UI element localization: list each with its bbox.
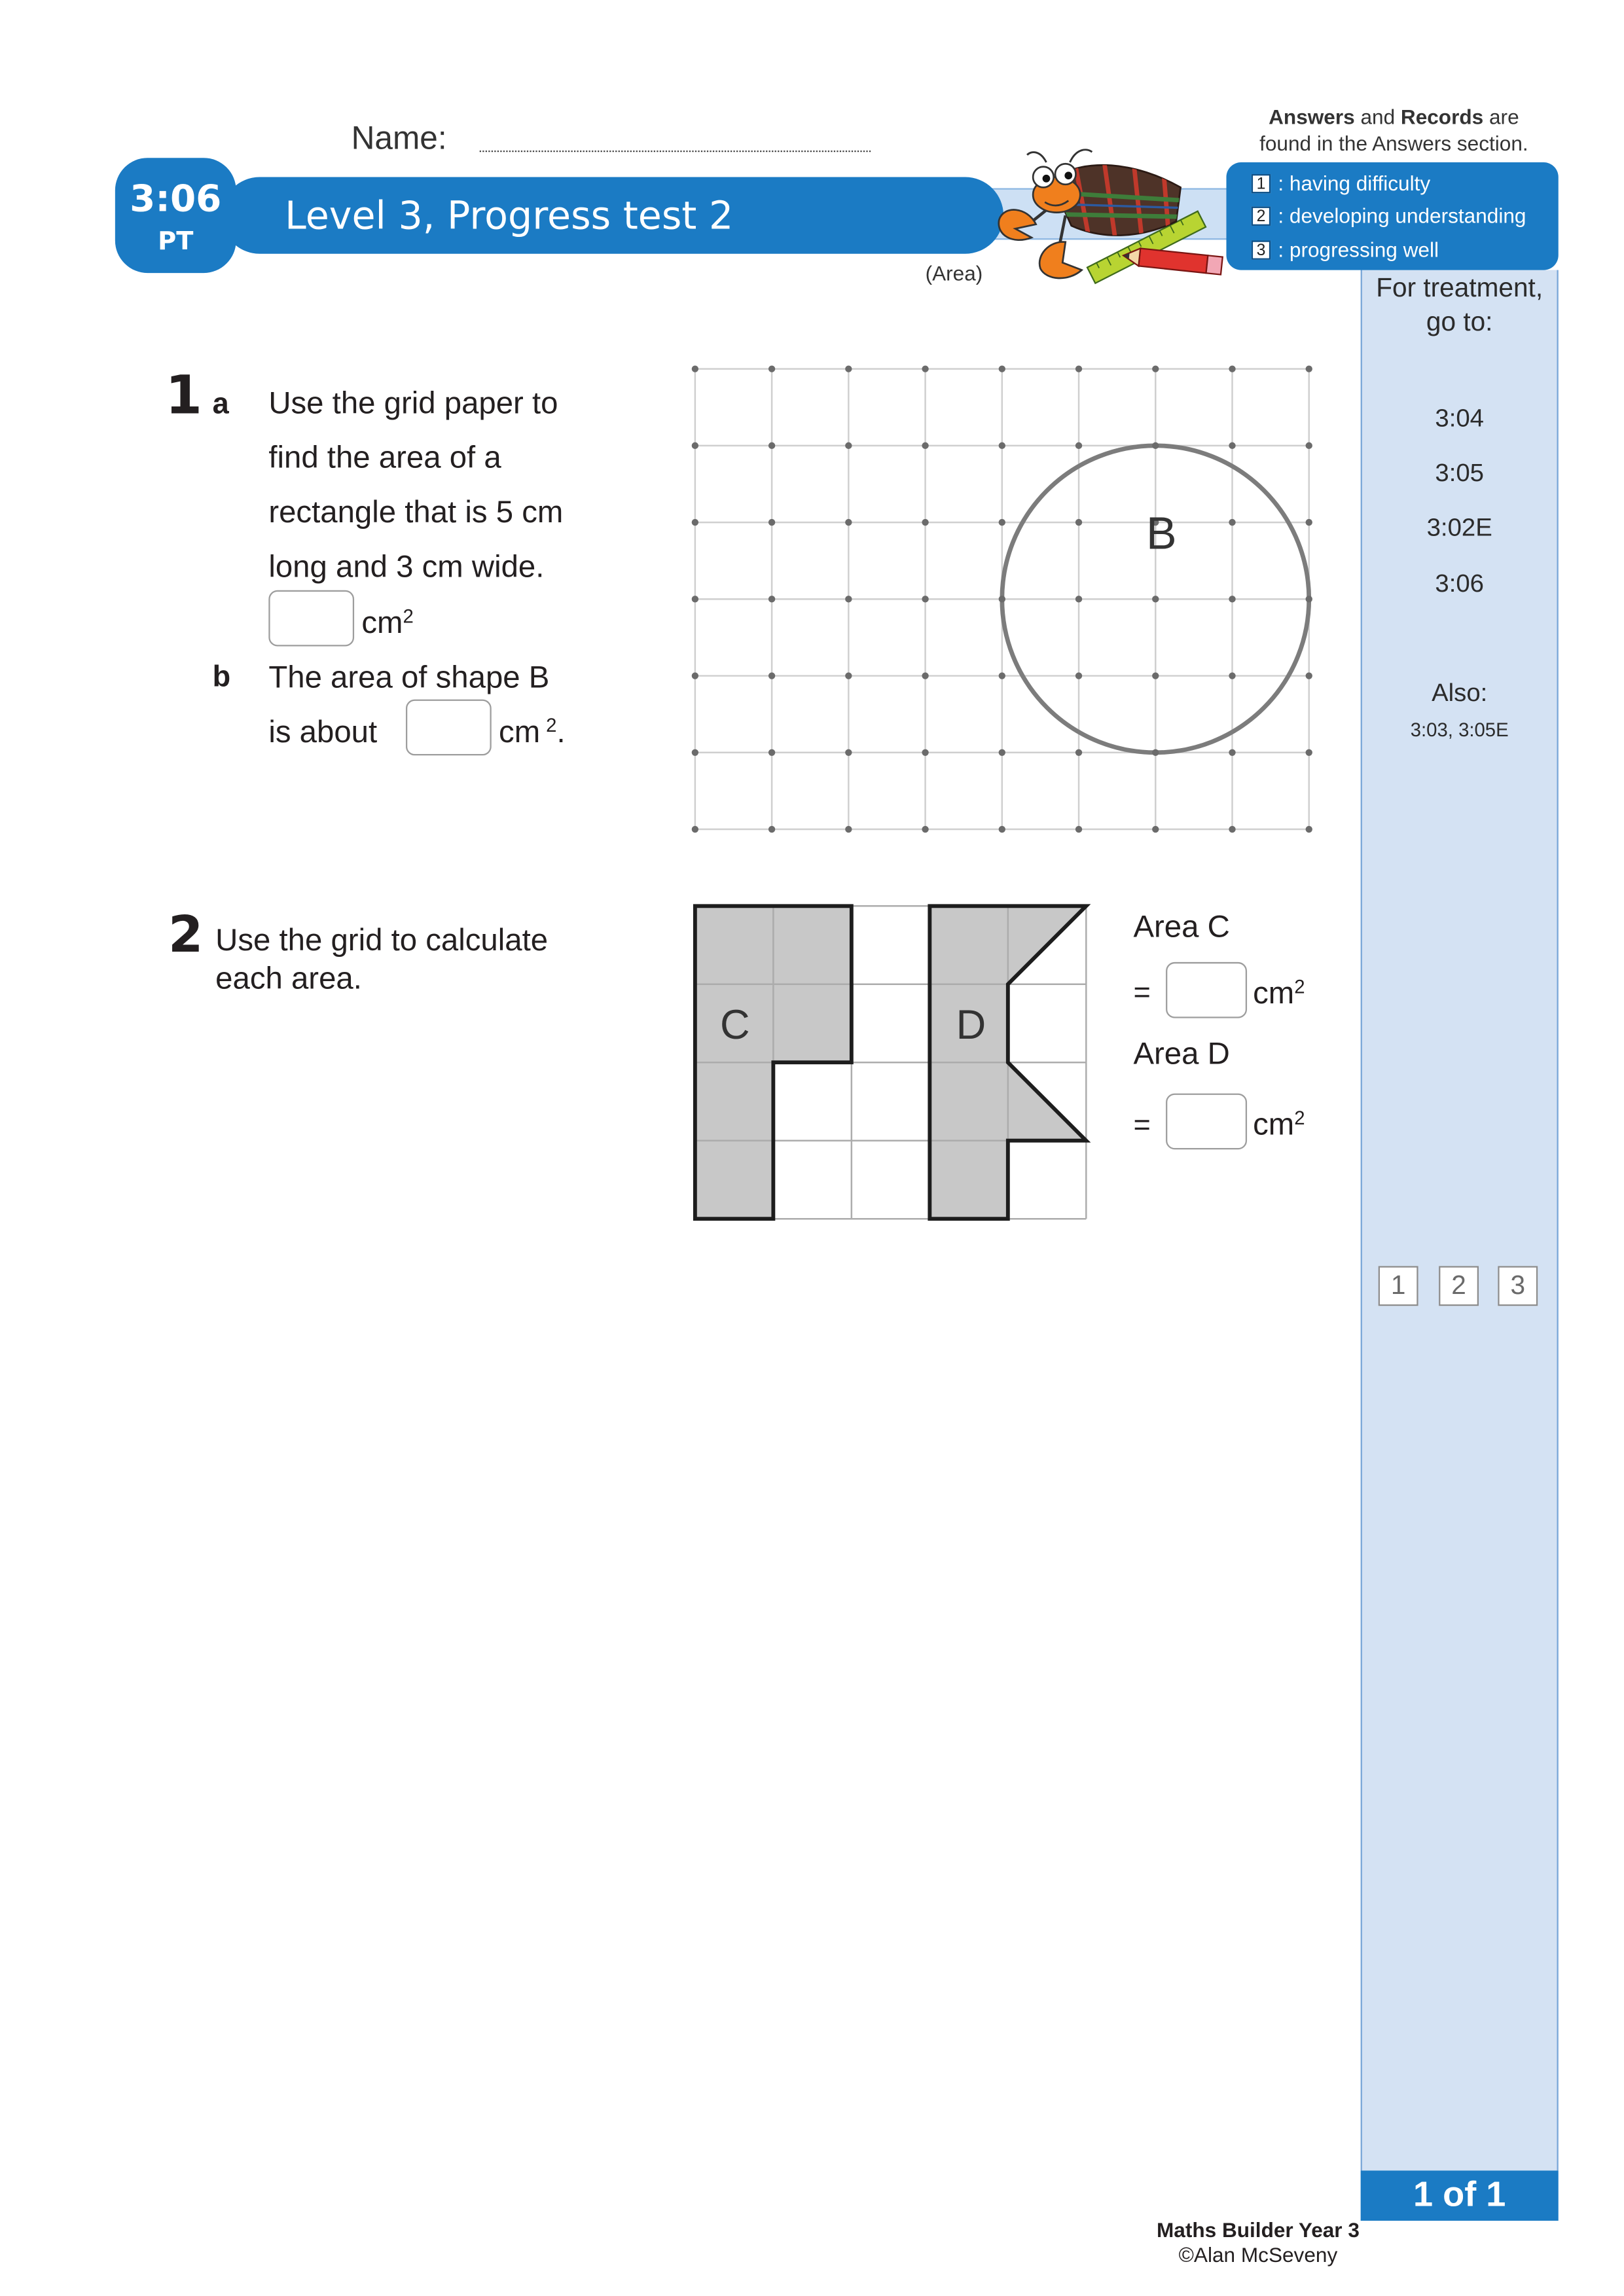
grid-dot — [922, 365, 928, 372]
grid-dot — [1306, 826, 1312, 833]
grid-dot — [999, 519, 1005, 526]
grid-dot — [768, 672, 775, 679]
grid-dot — [1075, 365, 1082, 372]
grid-dot — [768, 749, 775, 756]
score-box-2: 2 — [1439, 1266, 1479, 1306]
area-c-label: Area C — [1133, 910, 1230, 944]
legend-text-1: : having difficulty — [1278, 171, 1431, 195]
name-field[interactable] — [480, 135, 871, 152]
name-label: Name: — [351, 119, 447, 156]
also-refs: 3:03, 3:05E — [1410, 718, 1509, 741]
grid-dot — [692, 826, 698, 833]
grid-dot — [1152, 672, 1159, 679]
area-c-equals: = — [1133, 977, 1151, 1010]
grid-dot — [1229, 365, 1235, 372]
answer-box-q1a[interactable] — [268, 590, 354, 647]
unit-superscript: 2 — [546, 713, 557, 736]
grid-dot — [922, 519, 928, 526]
unit-text: cm — [499, 715, 541, 750]
unit-superscript: 2 — [1294, 1106, 1305, 1129]
treatment-ref: 3:02E — [1426, 513, 1492, 542]
grid-dot — [1075, 519, 1082, 526]
area-d-unit — [1253, 1106, 1305, 1142]
unit-superscript: 2 — [403, 604, 414, 627]
grid-dot — [1229, 672, 1235, 679]
are-word: are — [1483, 105, 1519, 129]
shape-b-label: B — [1146, 507, 1177, 559]
grid-dot — [1306, 442, 1312, 449]
footer-copyright: ©Alan McSeveny — [1178, 2242, 1338, 2267]
grid-dot — [922, 749, 928, 756]
grid-dot — [845, 365, 852, 372]
shape-c-label: C — [719, 1002, 750, 1049]
answers-word: Answers — [1269, 105, 1355, 129]
treatment-ref: 3:06 — [1435, 569, 1485, 598]
grid-dot — [922, 442, 928, 449]
grid-dot — [1075, 672, 1082, 679]
grid-dot — [1306, 596, 1312, 602]
q1a-unit — [361, 604, 414, 641]
claw-lower — [1039, 242, 1081, 278]
grid-dot — [768, 596, 775, 602]
q1a-text-line: Use the grid paper to — [268, 386, 558, 421]
question-2-number: 2 — [168, 906, 204, 965]
grid-dot — [1229, 749, 1235, 756]
grid-dot — [845, 519, 852, 526]
answer-box-area-c[interactable] — [1166, 962, 1247, 1018]
grid-dot — [999, 365, 1005, 372]
topic-label: (Area) — [925, 261, 983, 285]
grid-dot — [845, 442, 852, 449]
unit-suffix: . — [556, 715, 566, 750]
grid-dot — [1306, 519, 1312, 526]
badge-type: PT — [158, 227, 194, 257]
answers-note-line1 — [1225, 106, 1562, 127]
grid-dot — [1152, 442, 1159, 449]
answer-box-area-d[interactable] — [1166, 1094, 1247, 1150]
grid-dot — [692, 365, 698, 372]
grid-dot — [1306, 749, 1312, 756]
page-title: Level 3, Progress test 2 — [285, 194, 734, 240]
q1b-text-line: The area of shape B — [268, 661, 550, 695]
and-word: and — [1354, 105, 1401, 129]
legend-num-3: 3 — [1252, 240, 1271, 259]
question-1-number: 1 — [165, 366, 203, 427]
legend-text-2: : developing understanding — [1278, 204, 1526, 228]
grid-dot — [845, 826, 852, 833]
unit-text: cm — [1253, 1108, 1295, 1142]
grid-dot — [1306, 672, 1312, 679]
grid-dot — [692, 749, 698, 756]
treatment-heading-1: For treatment, — [1376, 273, 1543, 303]
area-d-equals: = — [1133, 1109, 1151, 1142]
grid-dot — [1229, 596, 1235, 602]
grid-dot — [999, 826, 1005, 833]
unit-superscript: 2 — [1294, 975, 1305, 997]
part-b-label: b — [212, 661, 231, 694]
score-box-1: 1 — [1379, 1266, 1418, 1306]
records-word: Records — [1400, 105, 1484, 129]
grid-dot — [999, 672, 1005, 679]
grid-dot — [1229, 442, 1235, 449]
treatment-heading-2: go to: — [1426, 306, 1493, 337]
grid-dot — [1229, 826, 1235, 833]
also-label: Also: — [1432, 679, 1488, 707]
grid-dot — [845, 672, 852, 679]
grid-dot — [922, 596, 928, 602]
grid-dot — [768, 442, 775, 449]
grid-dot — [922, 672, 928, 679]
legend-num-2: 2 — [1252, 207, 1271, 226]
grid-dot — [1152, 749, 1159, 756]
grid-dot — [1075, 442, 1082, 449]
area-c-unit — [1253, 975, 1305, 1011]
grid-dot — [922, 826, 928, 833]
q1a-text-line: find the area of a — [268, 441, 501, 475]
score-box-3: 3 — [1498, 1266, 1538, 1306]
grid-dot — [768, 519, 775, 526]
answer-box-q1b[interactable] — [406, 700, 492, 756]
grid-dot — [692, 442, 698, 449]
grid-dot — [1075, 749, 1082, 756]
grid-dot — [1306, 365, 1312, 372]
unit-text: cm — [361, 606, 403, 641]
answers-note-line2: found in the Answers section. — [1259, 131, 1528, 155]
grid-dot — [999, 596, 1005, 602]
legend-num-1: 1 — [1252, 174, 1271, 193]
grid-dot — [692, 519, 698, 526]
badge-code: 3:06 — [130, 177, 222, 220]
grid-dot — [1152, 596, 1159, 602]
grid-dot — [1075, 596, 1082, 602]
grid-dot — [692, 672, 698, 679]
unit-text: cm — [1253, 977, 1295, 1011]
grid-dot — [845, 749, 852, 756]
q2-text-line: each area. — [215, 961, 362, 996]
legend-text-3: : progressing well — [1278, 237, 1439, 262]
area-d-label: Area D — [1133, 1037, 1230, 1071]
grid-dot — [845, 596, 852, 602]
pencil-icon — [1123, 247, 1223, 275]
page-count: 1 of 1 — [1413, 2175, 1506, 2215]
q1a-text-line: long and 3 cm wide. — [268, 550, 545, 584]
grid-dot — [1075, 826, 1082, 833]
grid-dot — [692, 596, 698, 602]
grid-dot — [999, 442, 1005, 449]
q1b-text-line: is about — [268, 715, 378, 750]
treatment-ref: 3:04 — [1435, 404, 1485, 433]
footer-book-title: Maths Builder Year 3 — [1156, 2217, 1360, 2242]
treatment-ref: 3:05 — [1435, 459, 1485, 487]
q2-text-line: Use the grid to calculate — [215, 924, 549, 958]
grid-dot — [1152, 826, 1159, 833]
q1b-unit — [499, 713, 566, 750]
shape-d-label: D — [956, 1002, 986, 1049]
grid-dot — [1152, 365, 1159, 372]
grid-dot — [1229, 519, 1235, 526]
grid-dot — [768, 365, 775, 372]
grid-dot — [768, 826, 775, 833]
part-a-label: a — [212, 387, 229, 421]
grid-dot — [999, 749, 1005, 756]
q1a-text-line: rectangle that is 5 cm — [268, 495, 564, 530]
